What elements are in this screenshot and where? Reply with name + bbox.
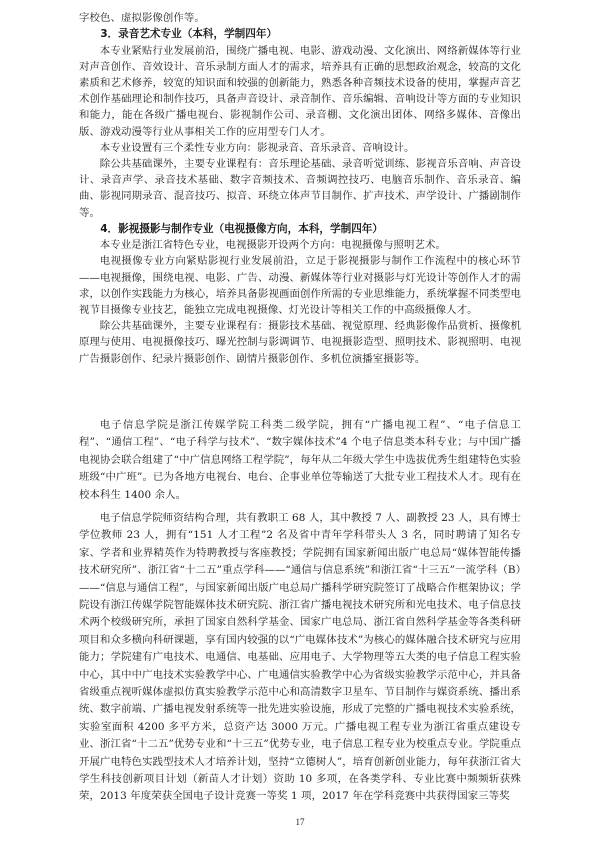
subheading-recording-arts: 3．录音艺术专业（本科，学制四年）: [100, 28, 278, 41]
paragraph-recording-intro: 本专业紧贴行业发展前沿，围绕广播电视、电影、游戏动漫、文化演出、网络新媒体等行业对声音创作、音效设计、音乐录制方面人才的需求，培养具有正确的思想政治观念，较高的文化素质和艺术修养，较宽的知识面和较强的创新能力，熟悉各种音频技术设备的使用，掌握声音艺术创作基础理论和制作技巧，具备声音设计、录音制作、音乐编辑、音响设计等方面的专业知识和能力，能在各级广播电视台、影视制作公司、录音棚、文化演出团体、网络多媒体、音像出版、游戏动漫等行业从事相关工作的应用型专门人才。: [79, 44, 521, 138]
page-number: 17: [295, 817, 305, 827]
paragraph-photography-intro: 本专业是浙江省特色专业，电视摄影开设两个方向：电视摄像与照明艺术。: [99, 239, 446, 252]
paragraph-recording-directions: 本专业设置有三个柔性专业方向：影视录音、音乐录音、音响设计。: [99, 141, 415, 154]
paragraph-recording-courses: 除公共基础课外，主要专业课程有：音乐理论基础、录音听觉训练、影视音乐音响、声音设计、录音声学、录音技术基础、数字音频技术、音频调控技巧、电脑音乐制作、音乐录音、编曲、影视同期录音、混音技巧、拟音、环绕立体声节目制作、扩声技术、声学设计、广播剧制作等。: [79, 158, 521, 219]
paragraph-photography-direction: 电视摄像专业方向紧贴影视行业发展前沿，立足于影视摄影与制作工作流程中的核心环节——电视摄像，围绕电视、电影、广告、动漫、新媒体等行业对摄影与灯光设计等创作人才的需求，以创作实践能力为核心，培养具备影视画面创作所需的专业思维能力，系统掌握不同类型电视节目摄像专业技艺，能独立完成电视摄像、灯光设计等相关工作的中高级摄像人才。: [79, 255, 521, 317]
paragraph-college-faculty: 电子信息学院师资结构合理，共有教职工 68 人，其中教授 7 人、副教授 23 人，具有博士学位教师 23 人，拥有“151 人才工程”2 名及省中青年学科带头人 3 名，同时聘请了知名专家、学者和业界精英作为特聘教授与客座教授；学院拥有国家新闻出版广电总局“媒体智能传播技术研究所”、浙江省“十二五”重点学科——“通信与信息系统”和浙江省“十三五”一流学科（B）——“信息与通信工程”，与国家新闻出版广电总局广播科学研究院签订了战略合作框架协议；学院设有浙江传媒学院智能媒体技术研究院、浙江省广播电视技术研究所和光电技术、电子信息技术两个校级研究所，承担了国家自然科学基金、国家广电总局、浙江省自然科学基金等各类科研项目和众多横向科研课题，享有国内较强的以“广电媒体技术”为核心的媒体融合技术研究与应用能力；学院建有广电技术、电通信、电基础、应用电子、大学物理等五大类的电子信息工程实验中心，其中中广电技术实验教学中心、广电通信实验教学中心为省级实验教学示范中心，并具备省级重点视听媒体虚拟仿真实验教学示范中心和高清数字卫星车、节目制作与媒资系统、播出系统、数字前端、广播电视发射系统等一批先进实验设施，形成了完整的广播电视技术实验系统，实验室面积 4200 多平方米，总资产达 3000 万元。广播电视工程专业为浙江省重点建设专业、浙江省“十二五”优势专业和“十三五”优势专业，电子信息工程专业为校重点专业。学院重点开展广电特色实践型技术人才培养计划，坚持“立德树人”，培育创新创业能力，每年获浙江省大学生科技创新项目计划（新苗人才计划）资助 10 多项，在各类学科、专业比赛中频频斩获殊荣，2013 年度荣获全国电子设计竞赛一等奖 1 项，2017 年在学科竞赛中共获得国家三等奖: [79, 511, 521, 803]
paragraph-photography-courses: 除公共基础课外，主要专业课程有：摄影技术基础、视觉原理、经典影像作品赏析、摄像机原理与使用、电视摄像技巧、曝光控制与影调调节、电视摄影造型、照明技术、影视照明、电视广告摄影创作、纪录片摄影创作、剧情片摄影创作、多机位演播室摄影等。: [79, 320, 521, 365]
subheading-film-photography: 4．影视摄影与制作专业（电视摄像方向，本科，学制四年）: [100, 222, 383, 235]
paragraph-college-intro: 电子信息学院是浙江传媒学院工科类二级学院，拥有“广播电视工程”、“电子信息工程”、“通信工程”、“电子科学与技术”、“数字媒体技术”4 个电子信息类本科专业；与中国广播电视协会联合组建了“中广信息网络工程学院”，每年从二年级大学生中选拔优秀生组建特色实验班级“中广班”。已为各地方电视台、电台、企事业单位等输送了大批专业工程技术人才。现有在校本科生 1400 余人。: [79, 418, 521, 501]
paragraph-continuation: 字校色、虚拟影像创作等。: [79, 12, 205, 24]
